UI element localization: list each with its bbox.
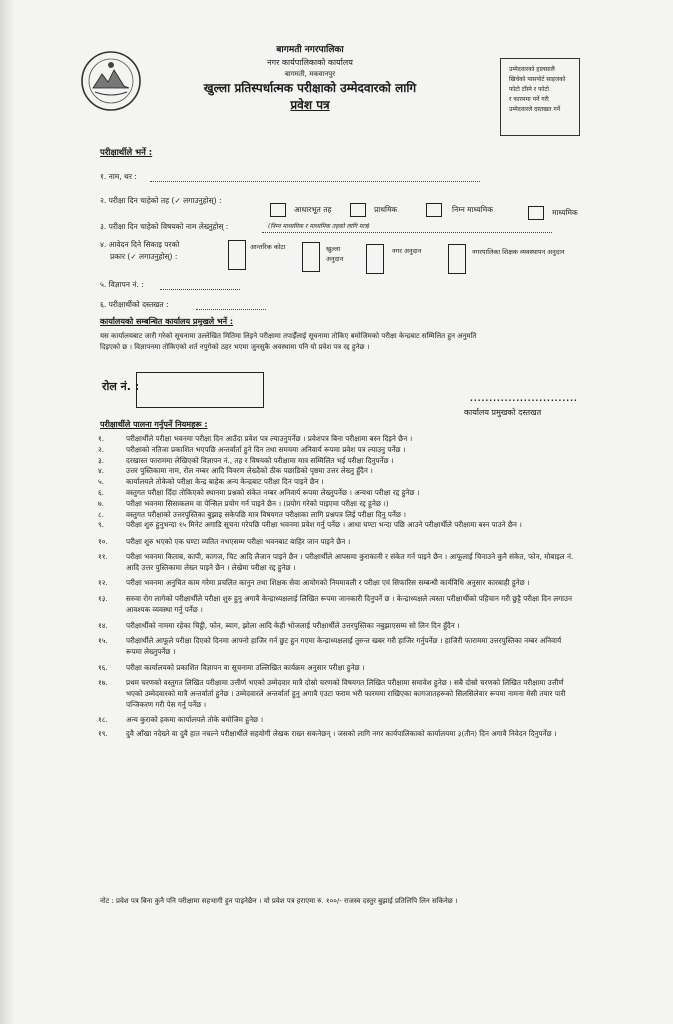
category-checkbox-internal[interactable] — [228, 240, 246, 270]
roll-number-label: रोल नं. : — [102, 380, 140, 393]
rule-text: परीक्षा भवनमा अनुचित काम गरेमा प्रचलित कानुन तथा शिक्षक सेवा आयोगको नियमावली र परीक्षा एवं सिफारिस सम्बन्धी कार्यविधि अनुसार कारबाही हुनेछ । — [126, 577, 530, 587]
level-basic-label: आधारभूत तह — [294, 205, 332, 214]
rule-text: परीक्षा शुरु भएको एक घण्टा व्यतित नभएसम्म परीक्षा भवनबाट बाहिर जान पाइने छैन । — [126, 537, 351, 547]
rule-number: १५. — [98, 635, 108, 645]
rule-text: अन्य कुराको हकमा कार्यालयले तोके बमोजिम हुनेछ । — [126, 714, 264, 724]
rule-number: ४. — [98, 466, 105, 476]
rule-item — [98, 466, 578, 477]
signature-label: ६. परीक्षार्थीको दस्तखत : — [100, 300, 169, 309]
rule-item — [98, 636, 578, 658]
subject-line[interactable] — [262, 232, 552, 233]
office-section-label: कार्यालयको सम्बन्धित कार्यालय प्रमुखले भर्ने : — [100, 317, 234, 326]
rule-number: १७. — [98, 678, 108, 688]
rule-text: परीक्षाको नतिजा प्रकाशित भएपछि अन्तर्वार्ता हुने दिन तथा समयमा अनिवार्य रूपमा प्रवेश पत्र ल्याउनु पर्नेछ । — [126, 444, 406, 454]
rule-text: परीक्षार्थीले आफूले परीक्षा दिएको दिनमा आफ्नो हाजिर गर्न छुट हुन गएमा केन्द्राध्यक्षलाई तुरुन्त खबर गरी हाजिर गर्नुपर्नेछ । हाजिरी फाराममा उत्तरपुस्तिका नम्बर अनिवार्य रूपमा लेख्नुपर्नेछ । — [126, 635, 562, 656]
rule-number: १२. — [98, 577, 108, 587]
rule-item — [98, 729, 578, 740]
level-checkbox-basic[interactable] — [270, 203, 286, 217]
rule-item — [98, 715, 578, 726]
advert-label: ५. विज्ञापन नं. : — [100, 280, 144, 289]
rule-number: १४. — [98, 620, 108, 630]
rule-item — [98, 678, 578, 710]
rule-item — [98, 488, 578, 499]
rule-number: १९. — [98, 729, 108, 739]
rule-text: सरुवा रोग लागेको परीक्षार्थीले परीक्षा शुरु हुनु अगावै केन्द्राध्यक्षलाई लिखित रूपमा जानकारी दिनुपर्ने छ । केन्द्राध्यक्षले त्यस्ता परीक्षार्थीको पहिचान गरी छुट्टै परीक्षा दिन लगाउन आवश्यक व्यवस्था गर्नु पर्नेछ । — [126, 594, 572, 615]
category-checkbox-open[interactable] — [302, 242, 320, 272]
office-address: बागमती, मकवानपुर — [284, 70, 336, 78]
rule-text: परीक्षा भवनमा किताब, कापी, कागज, चिट आदि लैजान पाइने छैन । परीक्षार्थीले आपसमा कुराकानी र संकेत गर्न पाइने छैन । आफूलाई चिनाउने कुनै संकेत, फोन, मोबाइल नं. आदि उत्तर पुस्तिकामा लेख्न पाइने छैन । लेखेमा परीक्षा रद्द हुनेछ । — [126, 551, 574, 572]
page-edge-shadow — [0, 0, 14, 1024]
rule-number: ७. — [98, 498, 105, 508]
category-label-b: प्रकार (✓ लगाउनुहोस्) : — [110, 252, 178, 261]
level-label: २. परीक्षा दिन चाहेको तह (✓ लगाउनुहोस्) : — [100, 196, 222, 205]
rule-item — [98, 552, 578, 574]
advert-line[interactable] — [160, 289, 240, 290]
rule-text: कार्यालयले तोकेको परीक्षा केन्द्र बाहेक अन्य केन्द्रबाट परीक्षा दिन पाइने छैन । — [126, 477, 324, 487]
rule-item — [98, 520, 578, 531]
rule-item — [98, 537, 578, 548]
rules-heading: परीक्षार्थीले पालना गर्नुपर्ने नियमहरू : — [100, 420, 208, 429]
rule-item — [98, 621, 578, 632]
rule-number: ८. — [98, 509, 105, 519]
candidate-section-label: परीक्षार्थीले भर्ने : — [100, 148, 153, 158]
rule-number: १६. — [98, 663, 108, 673]
category-teacher-management-label: नगरपालिका शिक्षक व्यवस्थापन अनुदान — [472, 248, 565, 256]
rule-item — [98, 456, 578, 467]
category-checkbox-teacher-management[interactable] — [448, 244, 466, 274]
rule-item — [98, 434, 578, 445]
rule-text: परीक्षा शुरु हुनुभन्दा १५ मिनेट अगाडि सूचना गरेपछि परीक्षा भवनमा प्रवेश गर्नु पर्नेछ । आधा घण्टा भन्दा पछि आउने परीक्षार्थीले परीक्षामा बस्न पाउने छैन । — [126, 520, 522, 530]
rule-item — [98, 510, 578, 521]
document-header — [150, 44, 470, 113]
rule-item — [98, 578, 578, 589]
rule-text: प्रथम चरणको वस्तुगत लिखित परीक्षामा उत्तीर्ण भएको उम्मेदवार मात्रै दोस्रो चरणको विषयगत लिखित परीक्षामा समावेश हुनेछ । सबै दोस्रो चरणको लिखित परीक्षामा उत्तीर्ण भएको उम्मेदवारको मात्रै अन्तर्वार्ता हुनेछ । उम्मेदवारले अन्तर्वार्ता हुनु अगावै एउटा फराम भरी फारममा राखिएका कागजातहरूको सिलसिलेवार रूपमा नामना मेसी तयार पारी पन्जिकरण गरी पेस गर्नु पर्नेछ । — [126, 678, 566, 709]
rule-text: परीक्षा कार्यालयको प्रकाशित विज्ञापन वा सूचनामा उल्लिखित कार्यक्रम अनुसार परीक्षा हुनेछ । — [126, 663, 365, 673]
rule-text: परीक्षार्थीले परीक्षा भवनमा परीक्षा दिन आउँदा प्रवेश पत्र ल्याउनुपर्नेछ । प्रवेशपत्र बिना परीक्षामा बस्न दिइने छैन । — [126, 434, 413, 443]
rule-number: ३. — [98, 455, 105, 465]
photo-box-line: र फारममा पर्ने गरी — [509, 96, 549, 103]
rule-text: दरखास्त फाराममा लेखिएको विज्ञापन नं., तह र विषयको परीक्षामा मात्र सम्मिलित भई परीक्षा दिनुपर्नेछ । — [126, 455, 394, 465]
photo-box-line: फोटो टाँस्ने र फोटो — [509, 86, 549, 93]
rule-text: दुवै आँखा नदेख्ने वा दुवै हात नचल्ने परीक्षार्थीले सहयोगी लेखक राख्न सकनेछन् । जसको लागि नगर कार्यपालिकाको कार्यालयमा ३(तीन) दिन अगावै निवेदन दिनुपर्नेछ । — [126, 729, 557, 739]
photo-box-line: उम्मेदवारको हालसालै — [509, 66, 555, 73]
rule-text: परीक्षा भवनमा सिसाकलम वा पेन्सिल प्रयोग गर्न पाइने छैन । (प्रयोग गरेको पाइएमा परीक्षा रद्द हुनेछ ।) — [126, 498, 389, 508]
municipality-name: बागमती नगरपालिका — [276, 45, 344, 55]
signature-line[interactable] — [196, 309, 266, 310]
rule-number: ५. — [98, 477, 105, 487]
level-lower-secondary-label: निम्न माध्यमिक — [452, 205, 493, 214]
rule-number: १३. — [98, 594, 108, 604]
rules-list — [98, 434, 578, 740]
photo-box — [500, 58, 580, 136]
rule-item — [98, 594, 578, 616]
name-label: १. नाम, थर : — [100, 172, 137, 181]
rule-number: ९. — [98, 520, 105, 530]
rule-item — [98, 499, 578, 510]
document-subtitle: प्रवेश पत्र — [290, 98, 330, 112]
level-checkbox-primary[interactable] — [350, 203, 366, 217]
rule-number: १. — [98, 434, 105, 443]
roll-number-box[interactable] — [136, 372, 264, 408]
footer-note: नोट : प्रवेश पत्र बिना कुनै पनि परीक्षामा सहभागी हुन पाइनेछैन । यो प्रवेश पत्र हराएमा रु. १००/- राजस्व दस्तुर बुझाई प्रतिलिपि लिन सकिनेछ । — [100, 897, 458, 905]
document-title: खुल्ला प्रतिस्पर्धात्मक परीक्षाको उम्मेदवारको लागि — [203, 81, 417, 95]
rule-text: वस्तुगत परीक्षाको उत्तरपुस्तिका बुझाइ सकेपछि मात्र विषयगत परीक्षाका लागि प्रश्नपत्र लिई परीक्षा दिनु पर्नेछ । — [126, 509, 406, 519]
office-name: नगर कार्यपालिकाको कार्यालय — [267, 58, 353, 67]
subject-label: ३. परीक्षा दिन चाहेको विषयको नाम लेख्नुहोस् : — [100, 222, 229, 231]
level-secondary-label: माध्यमिक — [552, 208, 578, 217]
rule-item — [98, 663, 578, 674]
category-open-label: खुल्ला अनुदान — [326, 245, 344, 263]
category-label-a: ४. आवेदन दिने सिकाइ परको — [100, 240, 180, 249]
photo-box-line: खिचेको पासपोर्ट साइजको — [509, 76, 566, 83]
rule-number: १०. — [98, 537, 108, 547]
rule-item — [98, 445, 578, 456]
rule-number: २. — [98, 444, 105, 454]
municipality-seal-icon — [80, 50, 142, 112]
office-sign-label: कार्यालय प्रमुखको दस्तखत — [464, 408, 542, 417]
name-line[interactable] — [150, 181, 480, 182]
level-checkbox-lower-secondary[interactable] — [426, 203, 442, 217]
category-checkbox-municipal[interactable] — [366, 244, 384, 274]
office-text-line2: दिइएको छ । विज्ञापनमा तोकिएको शर्त नपुगेको ठहर भएमा जुनसुकै अवस्थामा पनि यो प्रवेश पत्र रद्द हुनेछ । — [100, 343, 370, 351]
rule-number: ११. — [98, 551, 108, 561]
photo-box-line: उम्मेदवारले दस्तखत गर्ने — [509, 106, 561, 113]
office-sign-dots: ............................ — [470, 394, 578, 403]
subject-note: (निम्न माध्यमिक र माध्यमिक तहको लागि मात्र) — [268, 223, 370, 230]
rule-item — [98, 477, 578, 488]
rule-text: उत्तर पुस्तिकामा नाम, रोल नम्बर आदि विवरण लेख्दैको ठीक पछाडिको पृष्ठमा उत्तर लेख्नु हुँदैन । — [126, 466, 373, 476]
rule-number: १८. — [98, 714, 108, 724]
level-checkbox-secondary[interactable] — [528, 206, 544, 220]
rule-number: ६. — [98, 487, 105, 497]
category-municipal-label: नगर अनुदान — [392, 247, 422, 255]
rule-text: परीक्षार्थीको नाममा रहेका चिट्ठी, फोन, ब्याग, झोला आदि केही भोजलाई परीक्षार्थीले उत्तरपुस्तिका नबुझाएसम्म सो लिन दिन हुँदैन । — [126, 620, 460, 630]
office-text-line1: यस कार्यालयबाट जारी गरेको सूचनामा उल्लेखित मितिमा लिइने परीक्षामा तपाईँलाई सूचनामा तोकिए बमोजिमको परीक्षा केन्द्रबाट सम्मिलित हुन अनुमति — [100, 332, 477, 340]
category-internal-label: आन्तरिक कोटा — [250, 243, 286, 251]
level-primary-label: प्राथमिक — [374, 205, 398, 214]
rule-text: वस्तुगत परीक्षा दिँदा तोकिएको स्थानमा प्रश्नको संकेत नम्बर अनिवार्य रूपमा लेख्नुपर्नेछ । अन्यथा परीक्षा रद्द हुनेछ । — [126, 487, 420, 497]
